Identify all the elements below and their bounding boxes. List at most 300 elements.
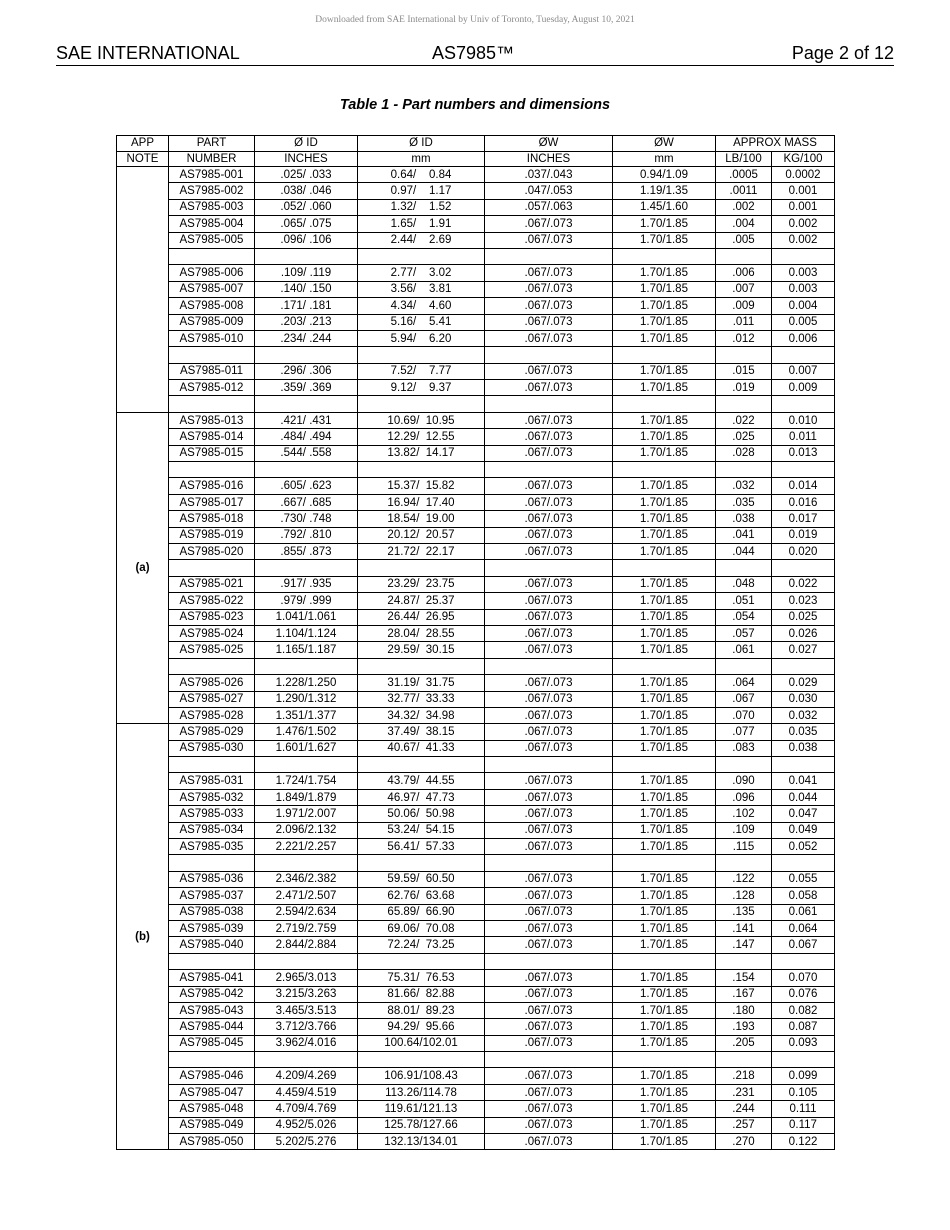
spacer-row xyxy=(117,462,835,478)
table-row xyxy=(117,543,835,559)
mass-kg-cell: 0.122 xyxy=(772,1134,835,1150)
id-mm-cell: 40.67/ 41.33 xyxy=(358,740,485,756)
w-mm-cell: 1.70/1.85 xyxy=(613,937,716,953)
table-body xyxy=(117,167,835,1150)
table-row xyxy=(117,937,835,953)
part-number-cell: AS7985-003 xyxy=(169,199,255,215)
part-number-cell: AS7985-033 xyxy=(169,806,255,822)
w-inches-cell: .067/.073 xyxy=(485,970,613,986)
id-inches-cell: 2.719/2.759 xyxy=(255,920,358,936)
part-number-cell: AS7985-042 xyxy=(169,986,255,1002)
w-inches-cell: .067/.073 xyxy=(485,839,613,855)
w-inches-cell: .067/.073 xyxy=(485,789,613,805)
id-mm-cell: 69.06/ 70.08 xyxy=(358,920,485,936)
w-mm-cell: 1.70/1.85 xyxy=(613,1134,716,1150)
id-mm-cell: 12.29/ 12.55 xyxy=(358,429,485,445)
table-row xyxy=(117,576,835,592)
part-number-cell: AS7985-047 xyxy=(169,1084,255,1100)
w-mm-cell: 1.70/1.85 xyxy=(613,839,716,855)
mass-kg-cell: 0.038 xyxy=(772,740,835,756)
table-row xyxy=(117,1035,835,1051)
id-inches-cell: 1.041/1.061 xyxy=(255,609,358,625)
part-number-cell: AS7985-050 xyxy=(169,1134,255,1150)
mass-kg-cell: 0.001 xyxy=(772,183,835,199)
empty-cell xyxy=(358,347,485,363)
table-row xyxy=(117,216,835,232)
mass-kg-cell: 0.082 xyxy=(772,1002,835,1018)
w-mm-cell: 1.70/1.85 xyxy=(613,691,716,707)
empty-cell xyxy=(169,248,255,264)
header-number: NUMBER xyxy=(169,151,255,167)
w-inches-cell: .067/.073 xyxy=(485,691,613,707)
table-row xyxy=(117,691,835,707)
mass-kg-cell: 0.016 xyxy=(772,494,835,510)
mass-lb-cell: .061 xyxy=(716,642,772,658)
mass-kg-cell: 0.044 xyxy=(772,789,835,805)
mass-lb-cell: .141 xyxy=(716,920,772,936)
w-mm-cell: 1.70/1.85 xyxy=(613,920,716,936)
part-number-cell: AS7985-023 xyxy=(169,609,255,625)
mass-lb-cell: .077 xyxy=(716,724,772,740)
part-number-cell: AS7985-024 xyxy=(169,625,255,641)
part-number-cell: AS7985-039 xyxy=(169,920,255,936)
document-number: AS7985™ xyxy=(432,43,515,63)
id-inches-cell: .484/ .494 xyxy=(255,429,358,445)
w-mm-cell: 1.70/1.85 xyxy=(613,675,716,691)
part-number-cell: AS7985-015 xyxy=(169,445,255,461)
spacer-row xyxy=(117,658,835,674)
mass-kg-cell: 0.035 xyxy=(772,724,835,740)
id-mm-cell: 26.44/ 26.95 xyxy=(358,609,485,625)
spacer-row xyxy=(117,855,835,871)
mass-lb-cell: .009 xyxy=(716,298,772,314)
mass-lb-cell: .244 xyxy=(716,1101,772,1117)
mass-kg-cell: 0.067 xyxy=(772,937,835,953)
w-mm-cell: 1.70/1.85 xyxy=(613,330,716,346)
mass-kg-cell: 0.002 xyxy=(772,216,835,232)
empty-cell xyxy=(255,347,358,363)
w-inches-cell: .047/.053 xyxy=(485,183,613,199)
table-row xyxy=(117,281,835,297)
empty-cell xyxy=(169,1052,255,1068)
empty-cell xyxy=(255,396,358,412)
empty-cell xyxy=(485,560,613,576)
mass-kg-cell: 0.0002 xyxy=(772,167,835,183)
id-inches-cell: 1.724/1.754 xyxy=(255,773,358,789)
table-row xyxy=(117,806,835,822)
id-mm-cell: 7.52/ 7.77 xyxy=(358,363,485,379)
table-row xyxy=(117,839,835,855)
empty-cell xyxy=(716,462,772,478)
table-row xyxy=(117,412,835,428)
id-mm-cell: 81.66/ 82.88 xyxy=(358,986,485,1002)
mass-lb-cell: .135 xyxy=(716,904,772,920)
empty-cell xyxy=(255,953,358,969)
w-mm-cell: 1.70/1.85 xyxy=(613,1002,716,1018)
w-mm-cell: 0.94/1.09 xyxy=(613,167,716,183)
mass-kg-cell: 0.087 xyxy=(772,1019,835,1035)
header-w-in: ØW xyxy=(485,136,613,152)
id-inches-cell: .038/ .046 xyxy=(255,183,358,199)
id-mm-cell: 37.49/ 38.15 xyxy=(358,724,485,740)
part-number-cell: AS7985-019 xyxy=(169,527,255,543)
download-watermark: Downloaded from SAE International by Univ of Toronto, Tuesday, August 10, 2021 xyxy=(315,15,635,25)
w-mm-cell: 1.70/1.85 xyxy=(613,642,716,658)
empty-cell xyxy=(772,560,835,576)
table-row xyxy=(117,1019,835,1035)
empty-cell xyxy=(358,953,485,969)
table-row xyxy=(117,1068,835,1084)
table-row xyxy=(117,609,835,625)
w-inches-cell: .067/.073 xyxy=(485,265,613,281)
header-kg100: KG/100 xyxy=(772,151,835,167)
header-id-in: Ø ID xyxy=(255,136,358,152)
w-inches-cell: .067/.073 xyxy=(485,543,613,559)
part-number-cell: AS7985-038 xyxy=(169,904,255,920)
table-row xyxy=(117,199,835,215)
mass-lb-cell: .147 xyxy=(716,937,772,953)
w-mm-cell: 1.70/1.85 xyxy=(613,576,716,592)
w-inches-cell: .067/.073 xyxy=(485,625,613,641)
mass-kg-cell: 0.105 xyxy=(772,1084,835,1100)
id-inches-cell: 3.712/3.766 xyxy=(255,1019,358,1035)
header-mm: mm xyxy=(358,151,485,167)
table-row xyxy=(117,1134,835,1150)
mass-lb-cell: .096 xyxy=(716,789,772,805)
id-mm-cell: 5.94/ 6.20 xyxy=(358,330,485,346)
mass-kg-cell: 0.023 xyxy=(772,593,835,609)
id-inches-cell: .203/ .213 xyxy=(255,314,358,330)
empty-cell xyxy=(772,396,835,412)
id-inches-cell: .544/ .558 xyxy=(255,445,358,461)
table-row xyxy=(117,232,835,248)
w-inches-cell: .067/.073 xyxy=(485,773,613,789)
id-mm-cell: 88.01/ 89.23 xyxy=(358,1002,485,1018)
mass-lb-cell: .083 xyxy=(716,740,772,756)
part-number-cell: AS7985-049 xyxy=(169,1117,255,1133)
w-mm-cell: 1.70/1.85 xyxy=(613,822,716,838)
spacer-row xyxy=(117,248,835,264)
empty-cell xyxy=(613,855,716,871)
w-inches-cell: .067/.073 xyxy=(485,380,613,396)
mass-lb-cell: .067 xyxy=(716,691,772,707)
id-mm-cell: 3.56/ 3.81 xyxy=(358,281,485,297)
id-inches-cell: .109/ .119 xyxy=(255,265,358,281)
mass-lb-cell: .0011 xyxy=(716,183,772,199)
mass-kg-cell: 0.070 xyxy=(772,970,835,986)
w-inches-cell: .067/.073 xyxy=(485,937,613,953)
id-mm-cell: 113.26/114.78 xyxy=(358,1084,485,1100)
spacer-row xyxy=(117,953,835,969)
mass-lb-cell: .0005 xyxy=(716,167,772,183)
w-inches-cell: .067/.073 xyxy=(485,1035,613,1051)
header-inches: INCHES xyxy=(255,151,358,167)
table-header xyxy=(117,136,835,167)
id-inches-cell: .140/ .150 xyxy=(255,281,358,297)
w-mm-cell: 1.70/1.85 xyxy=(613,298,716,314)
table-row xyxy=(117,298,835,314)
id-mm-cell: 2.77/ 3.02 xyxy=(358,265,485,281)
empty-cell xyxy=(485,462,613,478)
empty-cell xyxy=(613,347,716,363)
mass-kg-cell: 0.117 xyxy=(772,1117,835,1133)
id-mm-cell: 32.77/ 33.33 xyxy=(358,691,485,707)
table-row xyxy=(117,986,835,1002)
w-inches-cell: .067/.073 xyxy=(485,1068,613,1084)
w-mm-cell: 1.70/1.85 xyxy=(613,806,716,822)
id-mm-cell: 16.94/ 17.40 xyxy=(358,494,485,510)
spacer-row xyxy=(117,396,835,412)
w-mm-cell: 1.70/1.85 xyxy=(613,707,716,723)
table-row xyxy=(117,970,835,986)
id-mm-cell: 53.24/ 54.15 xyxy=(358,822,485,838)
id-inches-cell: 1.104/1.124 xyxy=(255,625,358,641)
id-mm-cell: 2.44/ 2.69 xyxy=(358,232,485,248)
id-mm-cell: 10.69/ 10.95 xyxy=(358,412,485,428)
id-mm-cell: 65.89/ 66.90 xyxy=(358,904,485,920)
part-number-cell: AS7985-005 xyxy=(169,232,255,248)
page-header xyxy=(56,43,894,66)
header-row-1 xyxy=(117,136,835,152)
w-inches-cell: .067/.073 xyxy=(485,314,613,330)
table-title: Table 1 - Part numbers and dimensions xyxy=(339,97,611,113)
id-inches-cell: 2.844/2.884 xyxy=(255,937,358,953)
part-number-cell: AS7985-030 xyxy=(169,740,255,756)
w-mm-cell: 1.70/1.85 xyxy=(613,445,716,461)
w-inches-cell: .067/.073 xyxy=(485,675,613,691)
w-mm-cell: 1.70/1.85 xyxy=(613,625,716,641)
mass-lb-cell: .041 xyxy=(716,527,772,543)
empty-cell xyxy=(485,248,613,264)
empty-cell xyxy=(485,1052,613,1068)
id-inches-cell: 5.202/5.276 xyxy=(255,1134,358,1150)
mass-kg-cell: 0.061 xyxy=(772,904,835,920)
w-inches-cell: .067/.073 xyxy=(485,1019,613,1035)
mass-kg-cell: 0.010 xyxy=(772,412,835,428)
mass-lb-cell: .038 xyxy=(716,511,772,527)
mass-kg-cell: 0.029 xyxy=(772,675,835,691)
empty-cell xyxy=(255,757,358,773)
id-inches-cell: .065/ .075 xyxy=(255,216,358,232)
table-row xyxy=(117,904,835,920)
empty-cell xyxy=(255,1052,358,1068)
table-row xyxy=(117,773,835,789)
part-number-cell: AS7985-016 xyxy=(169,478,255,494)
id-inches-cell: 3.215/3.263 xyxy=(255,986,358,1002)
id-inches-cell: 2.221/2.257 xyxy=(255,839,358,855)
w-inches-cell: .067/.073 xyxy=(485,445,613,461)
id-mm-cell: 34.32/ 34.98 xyxy=(358,707,485,723)
mass-lb-cell: .109 xyxy=(716,822,772,838)
id-inches-cell: .052/ .060 xyxy=(255,199,358,215)
table-row xyxy=(117,1101,835,1117)
w-mm-cell: 1.45/1.60 xyxy=(613,199,716,215)
mass-lb-cell: .205 xyxy=(716,1035,772,1051)
id-inches-cell: 1.165/1.187 xyxy=(255,642,358,658)
id-inches-cell: 1.601/1.627 xyxy=(255,740,358,756)
w-inches-cell: .067/.073 xyxy=(485,1117,613,1133)
part-number-cell: AS7985-031 xyxy=(169,773,255,789)
part-number-cell: AS7985-048 xyxy=(169,1101,255,1117)
w-inches-cell: .067/.073 xyxy=(485,298,613,314)
w-inches-cell: .067/.073 xyxy=(485,593,613,609)
empty-cell xyxy=(255,560,358,576)
part-number-cell: AS7985-017 xyxy=(169,494,255,510)
w-inches-cell: .067/.073 xyxy=(485,609,613,625)
mass-lb-cell: .048 xyxy=(716,576,772,592)
empty-cell xyxy=(772,1052,835,1068)
mass-kg-cell: 0.004 xyxy=(772,298,835,314)
w-inches-cell: .067/.073 xyxy=(485,494,613,510)
w-inches-cell: .067/.073 xyxy=(485,1101,613,1117)
empty-cell xyxy=(255,658,358,674)
id-mm-cell: 0.64/ 0.84 xyxy=(358,167,485,183)
w-mm-cell: 1.70/1.85 xyxy=(613,1084,716,1100)
empty-cell xyxy=(716,757,772,773)
w-mm-cell: 1.70/1.85 xyxy=(613,609,716,625)
table-row xyxy=(117,822,835,838)
id-mm-cell: 43.79/ 44.55 xyxy=(358,773,485,789)
table-row xyxy=(117,593,835,609)
table-row xyxy=(117,1002,835,1018)
header-w-mm: ØW xyxy=(613,136,716,152)
header-id-mm: Ø ID xyxy=(358,136,485,152)
empty-cell xyxy=(613,953,716,969)
empty-cell xyxy=(613,396,716,412)
mass-lb-cell: .025 xyxy=(716,429,772,445)
w-inches-cell: .067/.073 xyxy=(485,724,613,740)
empty-cell xyxy=(169,347,255,363)
id-inches-cell: 1.849/1.879 xyxy=(255,789,358,805)
id-mm-cell: 119.61/121.13 xyxy=(358,1101,485,1117)
part-number-cell: AS7985-027 xyxy=(169,691,255,707)
part-number-cell: AS7985-002 xyxy=(169,183,255,199)
mass-kg-cell: 0.058 xyxy=(772,888,835,904)
w-mm-cell: 1.70/1.85 xyxy=(613,265,716,281)
mass-kg-cell: 0.013 xyxy=(772,445,835,461)
id-inches-cell: 4.709/4.769 xyxy=(255,1101,358,1117)
part-number-cell: AS7985-010 xyxy=(169,330,255,346)
w-inches-cell: .067/.073 xyxy=(485,806,613,822)
table-row xyxy=(117,871,835,887)
empty-cell xyxy=(772,658,835,674)
id-inches-cell: 1.290/1.312 xyxy=(255,691,358,707)
empty-cell xyxy=(358,658,485,674)
id-mm-cell: 46.97/ 47.73 xyxy=(358,789,485,805)
w-inches-cell: .067/.073 xyxy=(485,1134,613,1150)
w-inches-cell: .067/.073 xyxy=(485,232,613,248)
empty-cell xyxy=(255,462,358,478)
empty-cell xyxy=(485,347,613,363)
table-row xyxy=(117,527,835,543)
part-number-cell: AS7985-018 xyxy=(169,511,255,527)
mass-lb-cell: .090 xyxy=(716,773,772,789)
empty-cell xyxy=(716,1052,772,1068)
empty-cell xyxy=(613,757,716,773)
id-inches-cell: 2.346/2.382 xyxy=(255,871,358,887)
mass-lb-cell: .218 xyxy=(716,1068,772,1084)
w-mm-cell: 1.19/1.35 xyxy=(613,183,716,199)
id-inches-cell: 2.471/2.507 xyxy=(255,888,358,904)
empty-cell xyxy=(485,855,613,871)
part-number-cell: AS7985-009 xyxy=(169,314,255,330)
part-number-cell: AS7985-004 xyxy=(169,216,255,232)
w-mm-cell: 1.70/1.85 xyxy=(613,986,716,1002)
id-inches-cell: .730/ .748 xyxy=(255,511,358,527)
table-row xyxy=(117,1117,835,1133)
id-mm-cell: 56.41/ 57.33 xyxy=(358,839,485,855)
table-row xyxy=(117,314,835,330)
w-mm-cell: 1.70/1.85 xyxy=(613,527,716,543)
w-mm-cell: 1.70/1.85 xyxy=(613,724,716,740)
mass-kg-cell: 0.002 xyxy=(772,232,835,248)
table-row xyxy=(117,265,835,281)
w-inches-cell: .067/.073 xyxy=(485,511,613,527)
mass-lb-cell: .012 xyxy=(716,330,772,346)
table-row xyxy=(117,363,835,379)
mass-lb-cell: .022 xyxy=(716,412,772,428)
id-inches-cell: .917/ .935 xyxy=(255,576,358,592)
id-mm-cell: 100.64/102.01 xyxy=(358,1035,485,1051)
empty-cell xyxy=(613,1052,716,1068)
w-mm-cell: 1.70/1.85 xyxy=(613,380,716,396)
part-number-cell: AS7985-014 xyxy=(169,429,255,445)
mass-lb-cell: .032 xyxy=(716,478,772,494)
spacer-row xyxy=(117,1052,835,1068)
empty-cell xyxy=(358,757,485,773)
empty-cell xyxy=(716,953,772,969)
header-note: NOTE xyxy=(117,151,169,167)
id-mm-cell: 13.82/ 14.17 xyxy=(358,445,485,461)
empty-cell xyxy=(716,560,772,576)
table-row xyxy=(117,625,835,641)
id-mm-cell: 132.13/134.01 xyxy=(358,1134,485,1150)
w-mm-cell: 1.70/1.85 xyxy=(613,363,716,379)
mass-kg-cell: 0.011 xyxy=(772,429,835,445)
table-row xyxy=(117,330,835,346)
w-mm-cell: 1.70/1.85 xyxy=(613,970,716,986)
empty-cell xyxy=(716,855,772,871)
id-mm-cell: 1.65/ 1.91 xyxy=(358,216,485,232)
empty-cell xyxy=(358,855,485,871)
empty-cell xyxy=(772,757,835,773)
part-number-cell: AS7985-020 xyxy=(169,543,255,559)
w-mm-cell: 1.70/1.85 xyxy=(613,314,716,330)
part-number-cell: AS7985-028 xyxy=(169,707,255,723)
empty-cell xyxy=(772,953,835,969)
empty-cell xyxy=(716,248,772,264)
mass-kg-cell: 0.111 xyxy=(772,1101,835,1117)
empty-cell xyxy=(358,396,485,412)
mass-lb-cell: .028 xyxy=(716,445,772,461)
table-row xyxy=(117,380,835,396)
w-mm-cell: 1.70/1.85 xyxy=(613,543,716,559)
id-mm-cell: 75.31/ 76.53 xyxy=(358,970,485,986)
w-inches-cell: .067/.073 xyxy=(485,986,613,1002)
w-mm-cell: 1.70/1.85 xyxy=(613,232,716,248)
id-mm-cell: 31.19/ 31.75 xyxy=(358,675,485,691)
spacer-row xyxy=(117,757,835,773)
w-inches-cell: .067/.073 xyxy=(485,216,613,232)
mass-kg-cell: 0.041 xyxy=(772,773,835,789)
id-mm-cell: 29.59/ 30.15 xyxy=(358,642,485,658)
table-row xyxy=(117,1084,835,1100)
w-inches-cell: .067/.073 xyxy=(485,888,613,904)
mass-kg-cell: 0.017 xyxy=(772,511,835,527)
mass-kg-cell: 0.005 xyxy=(772,314,835,330)
w-inches-cell: .067/.073 xyxy=(485,642,613,658)
id-inches-cell: 1.228/1.250 xyxy=(255,675,358,691)
